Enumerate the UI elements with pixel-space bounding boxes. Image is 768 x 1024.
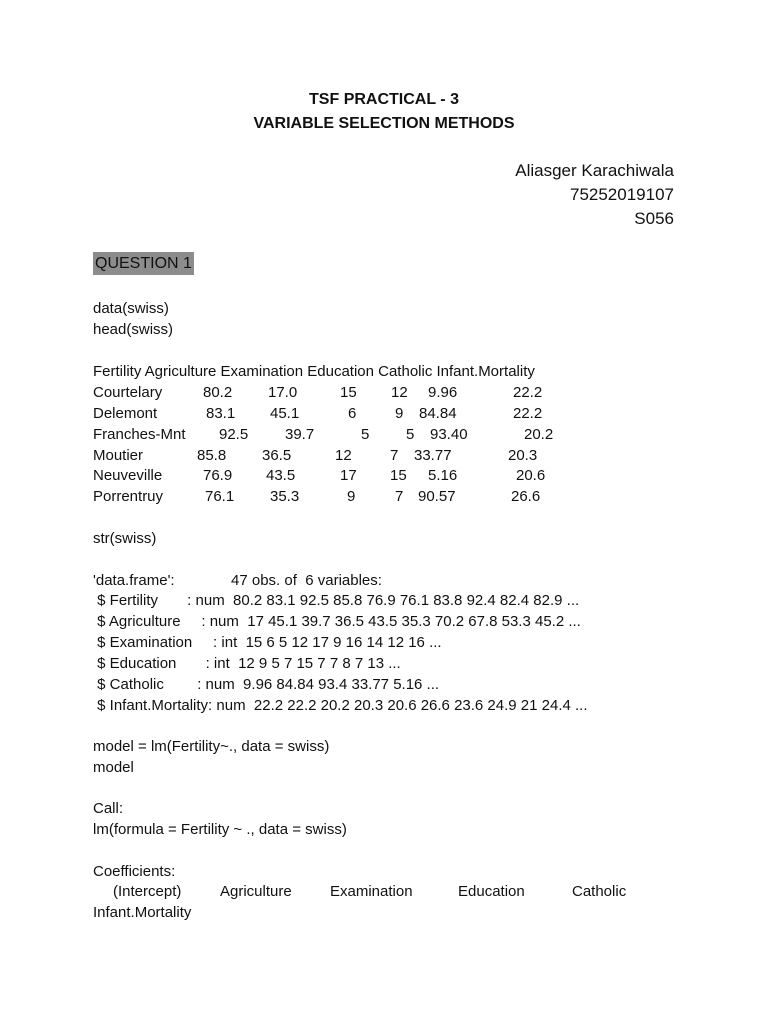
table-row-name: Porrentruy: [93, 488, 164, 505]
table-cell: 39.7: [285, 426, 315, 443]
table-cell: 7: [390, 447, 399, 464]
table-row-name: Courtelary: [93, 384, 163, 401]
table-cell: 15: [390, 467, 407, 484]
coef-name: Catholic: [572, 883, 627, 900]
table-cell: 76.9: [203, 467, 233, 484]
table-cell: 85.8: [197, 447, 227, 464]
coef-name: Examination: [330, 883, 413, 900]
table-row-name: Neuveville: [93, 467, 163, 484]
str-line: $ Fertility : num 80.2 83.1 92.5 85.8 76.9 76.1 83.8 92.4 82.4 82.9 ...: [93, 592, 580, 609]
table-cell: 90.57: [418, 488, 456, 505]
table-cell: 83.1: [206, 405, 236, 422]
table-cell: 20.3: [508, 447, 538, 464]
table-cell: 22.2: [513, 405, 543, 422]
table-cell: 17: [340, 467, 357, 484]
table-row-name: Moutier: [93, 447, 144, 464]
author-roll: S056: [634, 209, 674, 228]
table-cell: 92.5: [219, 426, 249, 443]
coef-name: (Intercept): [113, 883, 182, 900]
str-line: $ Examination : int 15 6 5 12 17 9 16 14 12 16 ...: [93, 634, 442, 651]
table-cell: 43.5: [266, 467, 296, 484]
code-line-head: head(swiss): [93, 321, 174, 338]
str-line: $ Infant.Mortality: num 22.2 22.2 20.2 20.3 20.6 26.6 23.6 24.9 21 24.4 ...: [93, 697, 588, 714]
coefficients-label: Coefficients:: [93, 863, 176, 880]
str-line: $ Education : int 12 9 5 7 15 7 7 8 7 13 ...: [93, 655, 401, 672]
table-cell: 45.1: [270, 405, 300, 422]
table-cell: 9: [395, 405, 404, 422]
table-cell: 35.3: [270, 488, 300, 505]
table-header: Fertility Agriculture Examination Education Catholic Infant.Mortality: [93, 363, 535, 380]
call-text: lm(formula = Fertility ~ ., data = swiss): [93, 821, 347, 838]
table-cell: 15: [340, 384, 357, 401]
str-summary: 47 obs. of 6 variables:: [231, 572, 382, 589]
code-line-model: model = lm(Fertility~., data = swiss): [93, 738, 330, 755]
table-cell: 26.6: [511, 488, 541, 505]
table-cell: 5.16: [428, 467, 458, 484]
question-heading: QUESTION 1: [93, 252, 194, 275]
table-cell: 5: [361, 426, 370, 443]
author-id: 75252019107: [569, 185, 674, 204]
table-cell: 93.40: [430, 426, 468, 443]
table-cell: 12: [335, 447, 352, 464]
str-line: $ Catholic : num 9.96 84.84 93.4 33.77 5.16 ...: [93, 676, 440, 693]
call-label: Call:: [93, 800, 124, 817]
table-row-name: Franches-Mnt: [93, 426, 186, 443]
code-line-str: str(swiss): [93, 530, 157, 547]
table-cell: 5: [406, 426, 415, 443]
table-cell: 17.0: [268, 384, 298, 401]
table-cell: 84.84: [419, 405, 457, 422]
table-cell: 22.2: [513, 384, 543, 401]
table-cell: 12: [391, 384, 408, 401]
coef-name: Agriculture: [220, 883, 292, 900]
code-line-model-print: model: [93, 759, 134, 776]
coef-name: Education: [458, 883, 525, 900]
table-cell: 9.96: [428, 384, 458, 401]
str-line: $ Agriculture : num 17 45.1 39.7 36.5 43.5 35.3 70.2 67.8 53.3 45.2 ...: [93, 613, 581, 630]
table-cell: 9: [347, 488, 356, 505]
code-line-data: data(swiss): [93, 300, 169, 317]
table-cell: 36.5: [262, 447, 292, 464]
table-cell: 20.2: [524, 426, 554, 443]
document-subtitle: VARIABLE SELECTION METHODS: [253, 115, 515, 132]
table-cell: 7: [395, 488, 404, 505]
table-cell: 33.77: [414, 447, 452, 464]
document-title: TSF PRACTICAL - 3: [309, 91, 459, 108]
table-row-name: Delemont: [93, 405, 158, 422]
author-name: Aliasger Karachiwala: [515, 161, 674, 180]
table-cell: 76.1: [205, 488, 235, 505]
table-cell: 20.6: [516, 467, 546, 484]
table-cell: 80.2: [203, 384, 233, 401]
table-cell: 6: [348, 405, 357, 422]
str-summary-prefix: 'data.frame':: [93, 572, 175, 589]
coef-name-wrapped: Infant.Mortality: [93, 904, 192, 921]
